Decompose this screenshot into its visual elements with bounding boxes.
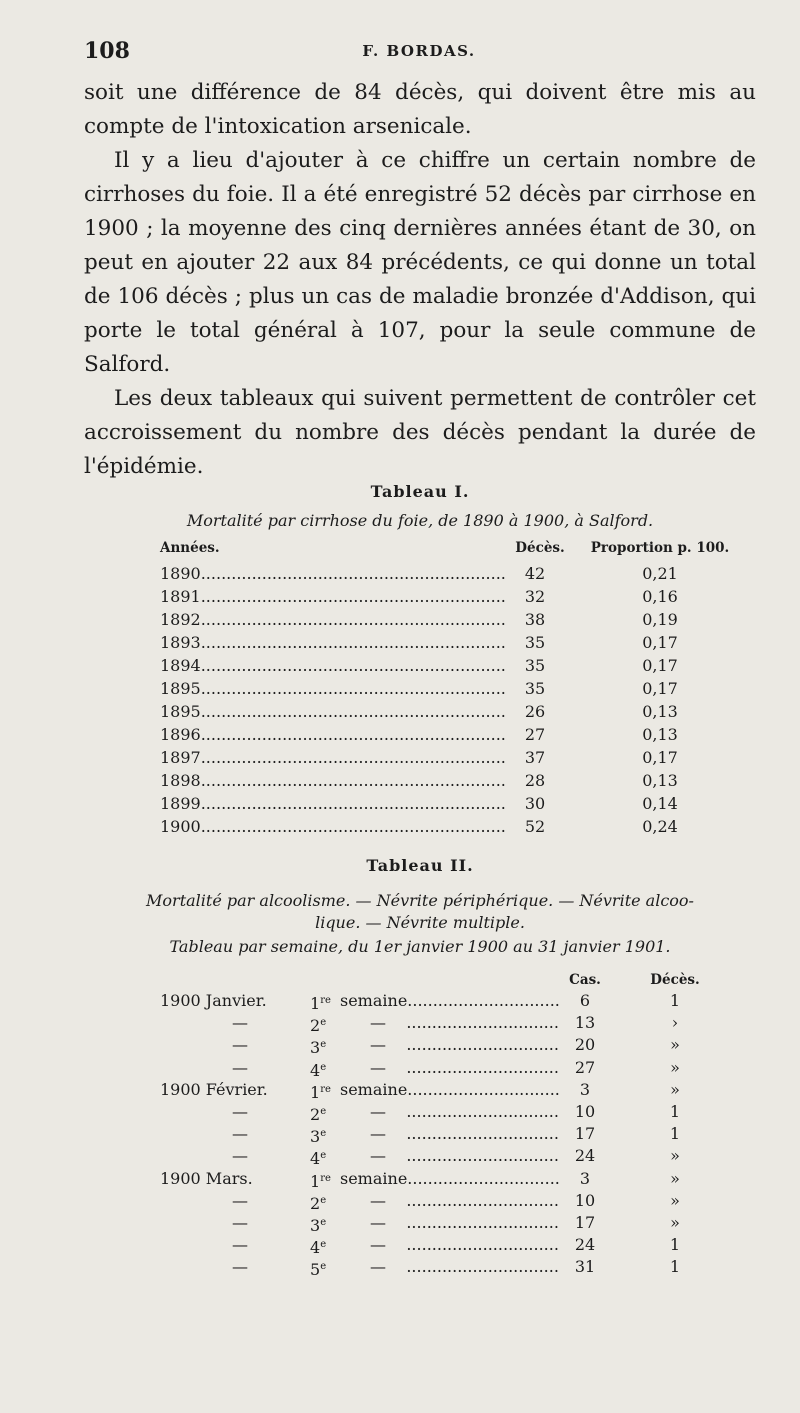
week-label-cell: [370, 1190, 570, 1212]
deces-cell: 28: [524, 771, 546, 790]
body-text: [84, 76, 756, 484]
page-header: [84, 38, 754, 68]
proportion-cell: 0,24: [642, 817, 678, 836]
proportion-cell: 0,16: [642, 587, 678, 606]
year-cell: [160, 585, 520, 608]
leader-dots: ............................................................: [200, 679, 506, 698]
week-suffix: re: [320, 1083, 331, 1095]
deces-cell: 27: [524, 725, 546, 744]
deces-cell: »: [670, 1212, 680, 1232]
proportion-cell: 0,14: [642, 794, 678, 813]
year-value: 1890: [160, 564, 201, 583]
deces-cell: 42: [524, 564, 546, 583]
leader-dots: ..............................: [386, 1013, 559, 1033]
leader-dots: ..............................: [386, 1057, 559, 1077]
week-suffix: e: [320, 1239, 327, 1251]
week-label: —: [370, 1035, 386, 1055]
header-cas: Cas.: [569, 972, 601, 988]
table-row: [160, 1234, 760, 1256]
week-label-cell: [370, 1101, 570, 1123]
paragraph: soit une différence de 84 décès, qui doivent être mis au compte de l'intoxication arsenicale.: [84, 80, 756, 139]
leader-dots: ............................................................: [200, 564, 506, 583]
table-row: [160, 585, 760, 608]
table2-caption-line3: Tableau par semaine, du 1er janvier 1900 au 31 janvier 1901.: [169, 937, 671, 956]
month-cell: 1900 Mars.: [160, 1168, 253, 1188]
week-label-cell: [370, 1234, 570, 1256]
proportion-cell: 0,17: [642, 679, 678, 698]
table1-body: [160, 562, 760, 838]
week-suffix: e: [320, 1017, 327, 1029]
table2-body: [160, 990, 760, 1278]
header-deces: Décès.: [650, 972, 700, 988]
proportion-cell: 0,17: [642, 656, 678, 675]
cas-cell: 17: [574, 1212, 596, 1232]
week-number: 2: [310, 1104, 321, 1124]
deces-cell: »: [670, 1079, 680, 1099]
week-label-cell: [340, 1079, 560, 1101]
table2: [160, 972, 760, 1278]
leader-dots: ..............................: [386, 1124, 559, 1144]
table-row: [160, 608, 760, 631]
proportion-cell: 0,17: [642, 748, 678, 767]
header-years: Années.: [160, 540, 220, 556]
deces-cell: »: [670, 1035, 680, 1055]
week-label-cell: [370, 1034, 570, 1056]
cas-cell: 3: [579, 1168, 591, 1188]
week-label: —: [370, 1057, 386, 1077]
year-value: 1893: [160, 633, 201, 652]
month-cell: —: [232, 1235, 248, 1255]
table-row: [160, 1079, 760, 1101]
table1-caption: Mortalité par cirrhose du foie, de 1890 à 1900, à Salford.: [186, 511, 654, 530]
year-cell: [160, 562, 520, 585]
year-value: 1891: [160, 587, 201, 606]
year-cell: [160, 608, 520, 631]
week-suffix: e: [320, 1061, 327, 1073]
week-label-cell: [370, 1012, 570, 1034]
cas-cell: 6: [579, 991, 591, 1010]
week-label: —: [370, 1013, 386, 1033]
year-cell: [160, 631, 520, 654]
week-cell: [310, 1256, 370, 1281]
table2-caption-line2: lique. — Névrite multiple.: [315, 913, 525, 932]
proportion-cell: 0,13: [642, 771, 678, 790]
leader-dots: ............................................................: [200, 587, 506, 606]
leader-dots: ..............................: [407, 1168, 560, 1188]
week-number: 4: [310, 1149, 321, 1169]
year-cell: [160, 700, 520, 723]
deces-cell: 35: [524, 656, 546, 675]
table2-caption-line1: Mortalité par alcoolisme. — Névrite périphérique. — Névrite alcoo-: [146, 891, 694, 910]
leader-dots: ..............................: [386, 1035, 559, 1055]
table-row: [160, 631, 760, 654]
table-row: [160, 654, 760, 677]
week-label-cell: [340, 990, 560, 1012]
week-label: —: [370, 1190, 386, 1210]
table-row: [160, 1123, 760, 1145]
cas-cell: 20: [574, 1035, 596, 1055]
month-cell: —: [232, 1124, 248, 1144]
month-cell: —: [232, 1035, 248, 1055]
deces-cell: 32: [524, 587, 546, 606]
table-row: [160, 746, 760, 769]
proportion-cell: 0,13: [642, 702, 678, 721]
deces-cell: 1: [669, 991, 681, 1010]
deces-cell: 35: [524, 633, 546, 652]
week-number: 3: [310, 1215, 321, 1235]
cas-cell: 17: [574, 1124, 596, 1144]
header-deces: Décès.: [515, 540, 565, 556]
table2-header-row: [160, 972, 760, 990]
week-number: 3: [310, 1127, 321, 1147]
week-suffix: e: [320, 1105, 327, 1117]
leader-dots: ............................................................: [200, 817, 506, 836]
leader-dots: ..............................: [386, 1235, 559, 1255]
paragraph: Les deux tableaux qui suivent permettent de contrôler cet accroissement du nombre des décès pendant la durée de l'épidémie.: [84, 386, 756, 479]
table-row: [160, 1190, 760, 1212]
leader-dots: ............................................................: [200, 725, 506, 744]
week-suffix: e: [320, 1128, 327, 1140]
week-suffix: re: [320, 995, 331, 1006]
week-label: —: [370, 1257, 386, 1277]
cas-cell: 10: [574, 1190, 596, 1210]
table-row: [160, 769, 760, 792]
year-value: 1895: [160, 679, 201, 698]
leader-dots: ............................................................: [200, 702, 506, 721]
table-row: [160, 1256, 760, 1278]
leader-dots: ............................................................: [200, 633, 506, 652]
week-label: —: [370, 1235, 386, 1255]
header-proportion: Proportion p. 100.: [590, 540, 730, 556]
year-cell: [160, 792, 520, 815]
week-suffix: e: [320, 1261, 327, 1273]
cas-cell: 31: [574, 1257, 596, 1277]
week-label-cell: [340, 1168, 560, 1190]
year-value: 1898: [160, 771, 201, 790]
leader-dots: ..............................: [407, 1079, 560, 1099]
year-value: 1892: [160, 610, 201, 629]
deces-cell: »: [670, 1168, 680, 1188]
paragraph: Il y a lieu d'ajouter à ce chiffre un certain nombre de cirrhoses du foie. Il a été enregistré 52 décès par cirrhose en 1900 ; la moyenne des cinq dernières années étant de 30, on peut en ajouter 22 aux 84 précédents, ce qui donne un total de 106 décès ; plus un cas de maladie bronzée d'Addison, qui porte le total général à 107, pour la seule commune de Salford.: [84, 148, 756, 377]
leader-dots: ............................................................: [200, 748, 506, 767]
year-cell: [160, 677, 520, 700]
week-suffix: e: [320, 1216, 327, 1228]
year-cell: [160, 746, 520, 769]
week-label: —: [370, 1212, 386, 1232]
table-row: [160, 562, 760, 585]
deces-cell: 37: [524, 748, 546, 767]
month-cell: —: [232, 1257, 248, 1277]
week-number: 5: [310, 1260, 321, 1280]
table1-title: Tableau I.: [370, 482, 470, 501]
deces-cell: 1: [669, 1124, 681, 1144]
table-row: [160, 1168, 760, 1190]
running-head: F. BORDAS.: [362, 42, 476, 60]
deces-cell: 1: [669, 1101, 681, 1121]
leader-dots: ..............................: [386, 1257, 559, 1277]
year-value: 1895: [160, 702, 201, 721]
proportion-cell: 0,13: [642, 725, 678, 744]
year-cell: [160, 654, 520, 677]
week-number: 2: [310, 1193, 321, 1213]
week-number: 3: [310, 1038, 321, 1058]
week-label: —: [370, 1124, 386, 1144]
week-number: 4: [310, 1060, 321, 1080]
week-number: 4: [310, 1238, 321, 1258]
deces-cell: 1: [669, 1235, 681, 1255]
week-label-cell: [370, 1057, 570, 1079]
week-label: —: [370, 1101, 386, 1121]
week-label: semaine: [340, 1168, 408, 1188]
deces-cell: 30: [524, 794, 546, 813]
year-cell: [160, 723, 520, 746]
month-cell: —: [232, 1057, 248, 1077]
table-row: [160, 990, 760, 1012]
deces-cell: 35: [524, 679, 546, 698]
month-cell: —: [232, 1190, 248, 1210]
year-cell: [160, 815, 520, 838]
leader-dots: ............................................................: [200, 610, 506, 629]
deces-cell: »: [670, 1057, 680, 1077]
leader-dots: ............................................................: [200, 771, 506, 790]
table-row: [160, 677, 760, 700]
month-cell: —: [232, 1013, 248, 1033]
leader-dots: ..............................: [386, 1212, 559, 1232]
leader-dots: ..............................: [386, 1190, 559, 1210]
week-number: 1: [310, 1082, 321, 1102]
proportion-cell: 0,17: [642, 633, 678, 652]
week-label: semaine: [340, 1079, 408, 1099]
cas-cell: 10: [574, 1101, 596, 1121]
cas-cell: 27: [574, 1057, 596, 1077]
table-row: [160, 1101, 760, 1123]
leader-dots: ..............................: [386, 1146, 559, 1166]
deces-cell: ›: [671, 1013, 679, 1033]
table1: [160, 540, 760, 838]
cas-cell: 24: [574, 1235, 596, 1255]
leader-dots: ..............................: [407, 991, 560, 1010]
month-cell: 1900 Février.: [160, 1079, 268, 1099]
year-value: 1894: [160, 656, 201, 675]
week-suffix: e: [320, 1039, 327, 1051]
leader-dots: ............................................................: [200, 656, 506, 675]
week-number: 1: [310, 994, 321, 1013]
year-value: 1896: [160, 725, 201, 744]
table-row: [160, 1057, 760, 1079]
month-cell: 1900 Janvier.: [160, 991, 267, 1010]
cas-cell: 13: [574, 1013, 596, 1033]
table-row: [160, 1012, 760, 1034]
cas-cell: 3: [579, 1079, 591, 1099]
week-label-cell: [370, 1123, 570, 1145]
table-row: [160, 815, 760, 838]
month-cell: —: [232, 1146, 248, 1166]
leader-dots: ............................................................: [200, 794, 506, 813]
table-row: [160, 792, 760, 815]
year-value: 1899: [160, 794, 201, 813]
year-value: 1897: [160, 748, 201, 767]
proportion-cell: 0,19: [642, 610, 678, 629]
week-label-cell: [370, 1212, 570, 1234]
year-cell: [160, 769, 520, 792]
week-number: 2: [310, 1016, 321, 1036]
year-value: 1900: [160, 817, 201, 836]
proportion-cell: 0,21: [642, 564, 678, 583]
table1-header-row: [160, 540, 760, 562]
table-row: [160, 1212, 760, 1234]
deces-cell: 38: [524, 610, 546, 629]
deces-cell: 26: [524, 702, 546, 721]
cas-cell: 24: [574, 1146, 596, 1166]
week-label-cell: [370, 1256, 570, 1278]
page-number: 108: [84, 38, 130, 64]
table-row: [160, 1034, 760, 1056]
table-row: [160, 723, 760, 746]
deces-cell: »: [670, 1190, 680, 1210]
week-label: semaine: [340, 991, 408, 1010]
deces-cell: »: [670, 1146, 680, 1166]
deces-cell: 52: [524, 817, 546, 836]
week-label-cell: [370, 1145, 570, 1167]
week-label: —: [370, 1146, 386, 1166]
week-number: 1: [310, 1171, 321, 1191]
leader-dots: ..............................: [386, 1101, 559, 1121]
week-suffix: e: [320, 1194, 327, 1206]
month-cell: —: [232, 1212, 248, 1232]
week-suffix: e: [320, 1150, 327, 1162]
month-cell: —: [232, 1101, 248, 1121]
deces-cell: 1: [669, 1257, 681, 1277]
table-row: [160, 700, 760, 723]
table-row: [160, 1145, 760, 1167]
week-suffix: re: [320, 1172, 331, 1184]
table2-title: Tableau II.: [366, 856, 474, 875]
